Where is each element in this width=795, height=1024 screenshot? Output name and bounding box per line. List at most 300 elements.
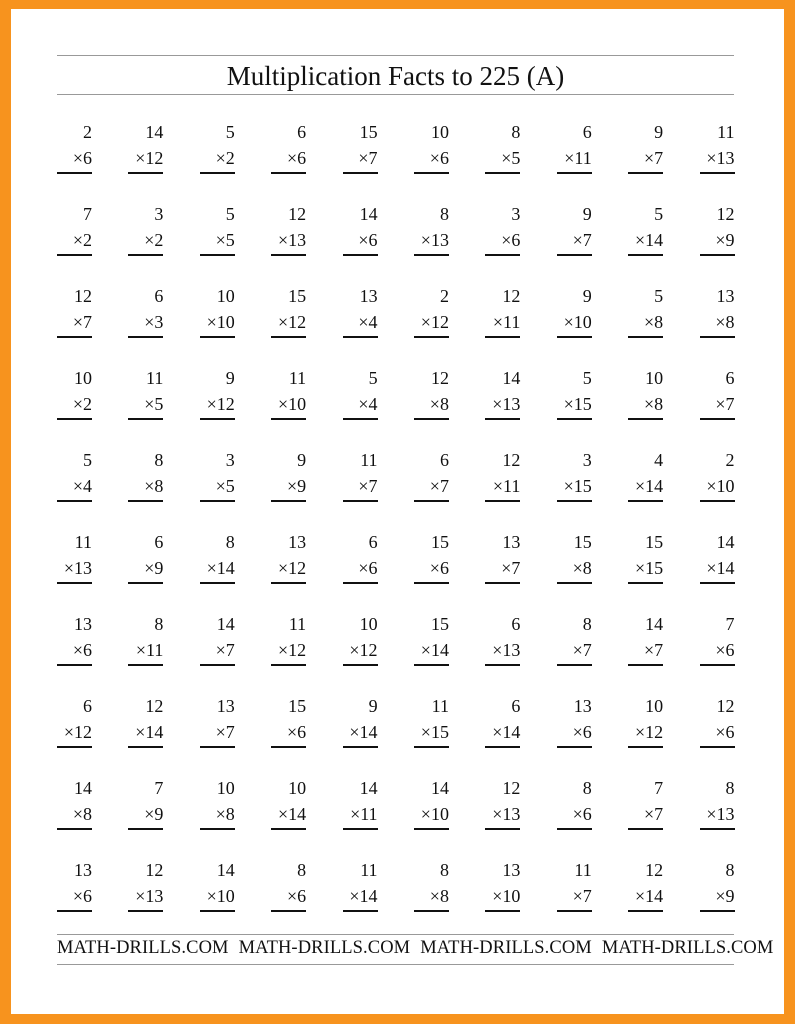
answer-line: [414, 172, 449, 174]
multiplicand: 10: [74, 368, 92, 388]
answer-line: [700, 172, 735, 174]
multiplicand: 8: [725, 860, 735, 880]
multiplier: ×7: [572, 886, 592, 906]
answer-line: [485, 418, 520, 420]
answer-line: [700, 828, 735, 830]
answer-line: [414, 418, 449, 420]
problem-7-3: [200, 611, 235, 693]
problem-5-2: [128, 447, 163, 529]
multiplier: ×13: [63, 558, 92, 578]
multiplier: ×8: [429, 394, 449, 414]
answer-line: [485, 500, 520, 502]
multiplicand: 14: [359, 204, 378, 224]
multiplier: ×6: [429, 148, 449, 168]
multiplicand: 5: [654, 286, 664, 306]
multiplier: ×15: [420, 722, 449, 742]
multiplicand: 10: [359, 614, 378, 634]
multiplier: ×5: [501, 148, 521, 168]
answer-line: [628, 582, 663, 584]
multiplicand: 2: [83, 122, 92, 142]
problem-3-5: [343, 283, 378, 365]
problem-3-10: [700, 283, 735, 365]
multiplicand: 13: [288, 532, 307, 552]
multiplier: ×11: [564, 148, 592, 168]
problem-1-4: [271, 119, 306, 201]
multiplicand: 12: [430, 368, 449, 388]
answer-line: [57, 664, 92, 666]
problem-3-8: [557, 283, 592, 365]
answer-line: [57, 172, 92, 174]
multiplier: ×8: [215, 804, 235, 824]
problem-10-9: [628, 857, 663, 939]
multiplicand: 13: [716, 286, 735, 306]
multiplicand: 13: [573, 696, 592, 716]
answer-line: [557, 254, 592, 256]
answer-line: [414, 828, 449, 830]
multiplier: ×13: [492, 394, 521, 414]
multiplier: ×2: [72, 230, 92, 250]
multiplicand: 14: [145, 122, 164, 142]
multiplicand: 6: [83, 696, 92, 716]
problem-10-2: [128, 857, 163, 939]
answer-line: [700, 664, 735, 666]
answer-line: [414, 664, 449, 666]
multiplier: ×12: [278, 558, 307, 578]
problem-10-4: [271, 857, 306, 939]
multiplier: ×14: [492, 722, 521, 742]
multiplicand: 11: [146, 368, 164, 388]
multiplicand: 8: [225, 532, 235, 552]
multiplier: ×7: [643, 640, 664, 660]
answer-line: [557, 336, 592, 338]
problem-5-7: [485, 447, 520, 529]
answer-line: [57, 828, 92, 830]
answer-line: [271, 746, 306, 748]
answer-line: [57, 418, 92, 420]
problem-1-9: [628, 119, 663, 201]
answer-line: [485, 910, 520, 912]
multiplicand: 11: [431, 696, 449, 716]
multiplier: ×8: [572, 558, 592, 578]
multiplicand: 14: [430, 778, 449, 798]
answer-line: [128, 336, 163, 338]
answer-line: [200, 910, 235, 912]
problem-10-7: [485, 857, 520, 939]
multiplicand: 8: [439, 860, 449, 880]
multiplicand: 5: [225, 204, 235, 224]
answer-line: [271, 664, 306, 666]
answer-line: [200, 582, 235, 584]
problem-7-6: [414, 611, 449, 693]
multiplicand: 14: [216, 614, 235, 634]
multiplicand: 2: [725, 450, 735, 470]
multiplicand: 14: [359, 778, 378, 798]
answer-line: [128, 664, 163, 666]
multiplicand: 15: [288, 696, 307, 716]
problem-4-6: [414, 365, 449, 447]
multiplier: ×7: [643, 148, 664, 168]
answer-line: [128, 254, 163, 256]
answer-line: [557, 418, 592, 420]
answer-line: [485, 336, 520, 338]
problem-9-8: [557, 775, 592, 857]
answer-line: [628, 910, 663, 912]
multiplicand: 5: [225, 122, 235, 142]
multiplicand: 8: [582, 778, 592, 798]
answer-line: [628, 500, 663, 502]
answer-line: [485, 582, 520, 584]
problem-8-3: [200, 693, 235, 775]
footer-top-rule: [57, 934, 734, 935]
multiplicand: 15: [430, 532, 449, 552]
problem-3-4: [271, 283, 306, 365]
multiplicand: 12: [502, 778, 521, 798]
multiplier: ×6: [358, 558, 378, 578]
multiplier: ×6: [287, 722, 307, 742]
multiplicand: 8: [582, 614, 592, 634]
multiplier: ×11: [492, 476, 521, 496]
answer-line: [343, 910, 378, 912]
answer-line: [128, 910, 163, 912]
multiplier: ×7: [215, 722, 235, 742]
answer-line: [628, 254, 663, 256]
multiplier: ×8: [643, 312, 664, 332]
multiplicand: 9: [225, 368, 235, 388]
problem-7-8: [557, 611, 592, 693]
multiplier: ×6: [287, 886, 307, 906]
problem-7-10: [700, 611, 735, 693]
multiplier: ×11: [135, 640, 164, 660]
multiplier: ×14: [349, 886, 378, 906]
answer-line: [628, 664, 663, 666]
multiplier: ×12: [349, 640, 378, 660]
problem-8-7: [485, 693, 520, 775]
multiplicand: 4: [654, 450, 664, 470]
answer-line: [271, 254, 306, 256]
multiplier: ×12: [206, 394, 235, 414]
answer-line: [628, 746, 663, 748]
answer-line: [57, 254, 92, 256]
problem-10-1: [57, 857, 92, 939]
problem-8-6: [414, 693, 449, 775]
multiplicand: 10: [288, 778, 307, 798]
multiplier: ×14: [349, 722, 378, 742]
multiplicand: 6: [582, 122, 592, 142]
problem-1-5: [343, 119, 378, 201]
answer-line: [414, 746, 449, 748]
multiplier: ×6: [429, 558, 449, 578]
multiplicand: 12: [716, 204, 735, 224]
answer-line: [343, 172, 378, 174]
problem-3-7: [485, 283, 520, 365]
multiplier: ×7: [72, 312, 92, 332]
problem-5-9: [628, 447, 663, 529]
answer-line: [57, 336, 92, 338]
footer-banner: [57, 938, 774, 959]
problem-5-5: [343, 447, 378, 529]
multiplicand: 11: [574, 860, 592, 880]
answer-line: [128, 500, 163, 502]
multiplier: ×5: [215, 230, 235, 250]
problem-2-10: [700, 201, 735, 283]
problem-9-1: [57, 775, 92, 857]
multiplier: ×8: [72, 804, 92, 824]
footer-site-name: MATH-DRILLS.COM: [420, 938, 592, 958]
multiplier: ×4: [358, 312, 378, 332]
multiplicand: 11: [288, 368, 307, 388]
problem-2-3: [200, 201, 235, 283]
answer-line: [57, 910, 92, 912]
multiplier: ×14: [634, 476, 664, 496]
answer-line: [700, 336, 735, 338]
multiplicand: 14: [645, 614, 664, 634]
multiplier: ×15: [563, 394, 592, 414]
problem-5-6: [414, 447, 449, 529]
multiplicand: 8: [154, 450, 164, 470]
multiplier: ×7: [358, 148, 378, 168]
answer-line: [485, 254, 520, 256]
multiplier: ×10: [278, 394, 307, 414]
multiplicand: 12: [502, 286, 521, 306]
multiplicand: 5: [368, 368, 378, 388]
multiplier: ×9: [287, 476, 307, 496]
multiplier: ×4: [358, 394, 378, 414]
multiplicand: 9: [654, 122, 664, 142]
multiplicand: 13: [502, 532, 521, 552]
multiplier: ×6: [72, 640, 92, 660]
multiplier: ×8: [715, 312, 735, 332]
answer-line: [414, 910, 449, 912]
problem-9-2: [128, 775, 163, 857]
problem-2-1: [57, 201, 92, 283]
multiplier: ×14: [420, 640, 449, 660]
problem-2-4: [271, 201, 306, 283]
answer-line: [128, 828, 163, 830]
answer-line: [343, 500, 378, 502]
multiplicand: 10: [216, 286, 235, 306]
multiplicand: 3: [225, 450, 235, 470]
multiplier: ×10: [563, 312, 592, 332]
problem-grid: [57, 119, 734, 939]
problem-4-1: [57, 365, 92, 447]
problem-2-8: [557, 201, 592, 283]
multiplicand: 3: [511, 204, 521, 224]
problem-6-4: [271, 529, 306, 611]
answer-line: [485, 828, 520, 830]
multiplier: ×6: [358, 230, 378, 250]
multiplicand: 13: [502, 860, 521, 880]
problem-3-9: [628, 283, 663, 365]
multiplier: ×6: [572, 804, 592, 824]
problem-1-10: [700, 119, 735, 201]
multiplicand: 5: [83, 450, 92, 470]
multiplicand: 7: [83, 204, 92, 224]
answer-line: [557, 172, 592, 174]
problem-7-7: [485, 611, 520, 693]
multiplier: ×12: [634, 722, 664, 742]
answer-line: [343, 418, 378, 420]
problem-8-1: [57, 693, 92, 775]
multiplicand: 9: [368, 696, 378, 716]
multiplicand: 14: [716, 532, 735, 552]
multiplicand: 15: [573, 532, 592, 552]
problem-3-3: [200, 283, 235, 365]
multiplicand: 5: [582, 368, 592, 388]
answer-line: [57, 746, 92, 748]
answer-line: [700, 910, 735, 912]
problem-8-4: [271, 693, 306, 775]
problem-4-9: [628, 365, 663, 447]
answer-line: [200, 746, 235, 748]
footer-site-name: MATH-DRILLS.COM: [601, 938, 774, 958]
multiplicand: 15: [645, 532, 664, 552]
multiplicand: 5: [654, 204, 664, 224]
multiplier: ×13: [278, 230, 307, 250]
multiplier: ×11: [350, 804, 378, 824]
problem-2-9: [628, 201, 663, 283]
multiplier: ×2: [215, 148, 235, 168]
problem-1-6: [414, 119, 449, 201]
problem-9-5: [343, 775, 378, 857]
multiplicand: 14: [74, 778, 92, 798]
multiplier: ×2: [72, 394, 92, 414]
multiplier: ×2: [144, 230, 164, 250]
problem-3-1: [57, 283, 92, 365]
problem-10-8: [557, 857, 592, 939]
multiplier: ×10: [492, 886, 521, 906]
multiplier: ×12: [63, 722, 92, 742]
problem-6-2: [128, 529, 163, 611]
answer-line: [271, 336, 306, 338]
answer-line: [700, 746, 735, 748]
worksheet-page: [11, 9, 784, 1014]
multiplier: ×8: [144, 476, 164, 496]
problem-7-2: [128, 611, 163, 693]
problem-10-3: [200, 857, 235, 939]
problem-8-9: [628, 693, 663, 775]
answer-line: [628, 336, 663, 338]
multiplier: ×6: [72, 148, 92, 168]
multiplicand: 13: [216, 696, 235, 716]
multiplicand: 3: [582, 450, 592, 470]
problem-9-10: [700, 775, 735, 857]
problem-9-4: [271, 775, 306, 857]
answer-line: [700, 582, 735, 584]
multiplier: ×14: [634, 230, 664, 250]
multiplicand: 13: [74, 614, 92, 634]
multiplier: ×15: [634, 558, 664, 578]
multiplier: ×7: [572, 230, 592, 250]
problem-9-3: [200, 775, 235, 857]
multiplicand: 10: [430, 122, 449, 142]
multiplicand: 12: [645, 860, 664, 880]
multiplicand: 7: [725, 614, 735, 634]
answer-line: [271, 500, 306, 502]
problem-6-6: [414, 529, 449, 611]
problem-6-5: [343, 529, 378, 611]
multiplicand: 3: [154, 204, 164, 224]
problem-9-6: [414, 775, 449, 857]
problem-7-1: [57, 611, 92, 693]
footer-site-name: MATH-DRILLS.COM: [57, 938, 229, 958]
multiplicand: 12: [74, 286, 92, 306]
problem-1-2: [128, 119, 163, 201]
problem-3-6: [414, 283, 449, 365]
multiplier: ×6: [72, 886, 92, 906]
problem-4-4: [271, 365, 306, 447]
answer-line: [200, 418, 235, 420]
answer-line: [485, 664, 520, 666]
multiplier: ×7: [715, 394, 735, 414]
answer-line: [485, 172, 520, 174]
title-bottom-rule: [57, 94, 734, 95]
problem-2-7: [485, 201, 520, 283]
problem-10-10: [700, 857, 735, 939]
multiplier: ×11: [492, 312, 521, 332]
multiplier: ×9: [144, 804, 164, 824]
worksheet-title: Multiplication Facts to 225 (A): [226, 61, 565, 91]
multiplier: ×5: [144, 394, 164, 414]
multiplicand: 15: [359, 122, 378, 142]
answer-line: [343, 254, 378, 256]
problem-10-5: [343, 857, 378, 939]
multiplicand: 6: [439, 450, 449, 470]
multiplicand: 13: [74, 860, 92, 880]
answer-line: [628, 172, 663, 174]
problem-8-8: [557, 693, 592, 775]
answer-line: [557, 500, 592, 502]
multiplier: ×13: [706, 804, 735, 824]
multiplier: ×13: [492, 640, 521, 660]
multiplier: ×7: [501, 558, 521, 578]
multiplicand: 6: [368, 532, 378, 552]
multiplier: ×6: [501, 230, 521, 250]
answer-line: [343, 746, 378, 748]
multiplicand: 7: [654, 778, 664, 798]
problem-6-9: [628, 529, 663, 611]
answer-line: [57, 582, 92, 584]
problem-5-4: [271, 447, 306, 529]
problem-4-8: [557, 365, 592, 447]
multiplicand: 12: [145, 696, 164, 716]
multiplier: ×10: [706, 476, 735, 496]
multiplier: ×10: [206, 886, 235, 906]
multiplicand: 14: [216, 860, 235, 880]
multiplicand: 8: [511, 122, 521, 142]
answer-line: [414, 336, 449, 338]
multiplicand: 11: [360, 450, 378, 470]
problem-4-2: [128, 365, 163, 447]
multiplicand: 13: [359, 286, 378, 306]
answer-line: [700, 500, 735, 502]
multiplicand: 6: [511, 696, 521, 716]
multiplicand: 12: [502, 450, 521, 470]
answer-line: [557, 746, 592, 748]
footer-site-name: MATH-DRILLS.COM: [238, 938, 411, 958]
multiplicand: 6: [154, 532, 164, 552]
answer-line: [343, 664, 378, 666]
answer-line: [700, 418, 735, 420]
answer-line: [557, 828, 592, 830]
multiplier: ×8: [429, 886, 449, 906]
multiplicand: 11: [360, 860, 378, 880]
multiplier: ×8: [643, 394, 664, 414]
multiplier: ×9: [144, 558, 164, 578]
problem-1-8: [557, 119, 592, 201]
multiplier: ×7: [358, 476, 378, 496]
multiplicand: 11: [74, 532, 92, 552]
problem-7-4: [271, 611, 306, 693]
